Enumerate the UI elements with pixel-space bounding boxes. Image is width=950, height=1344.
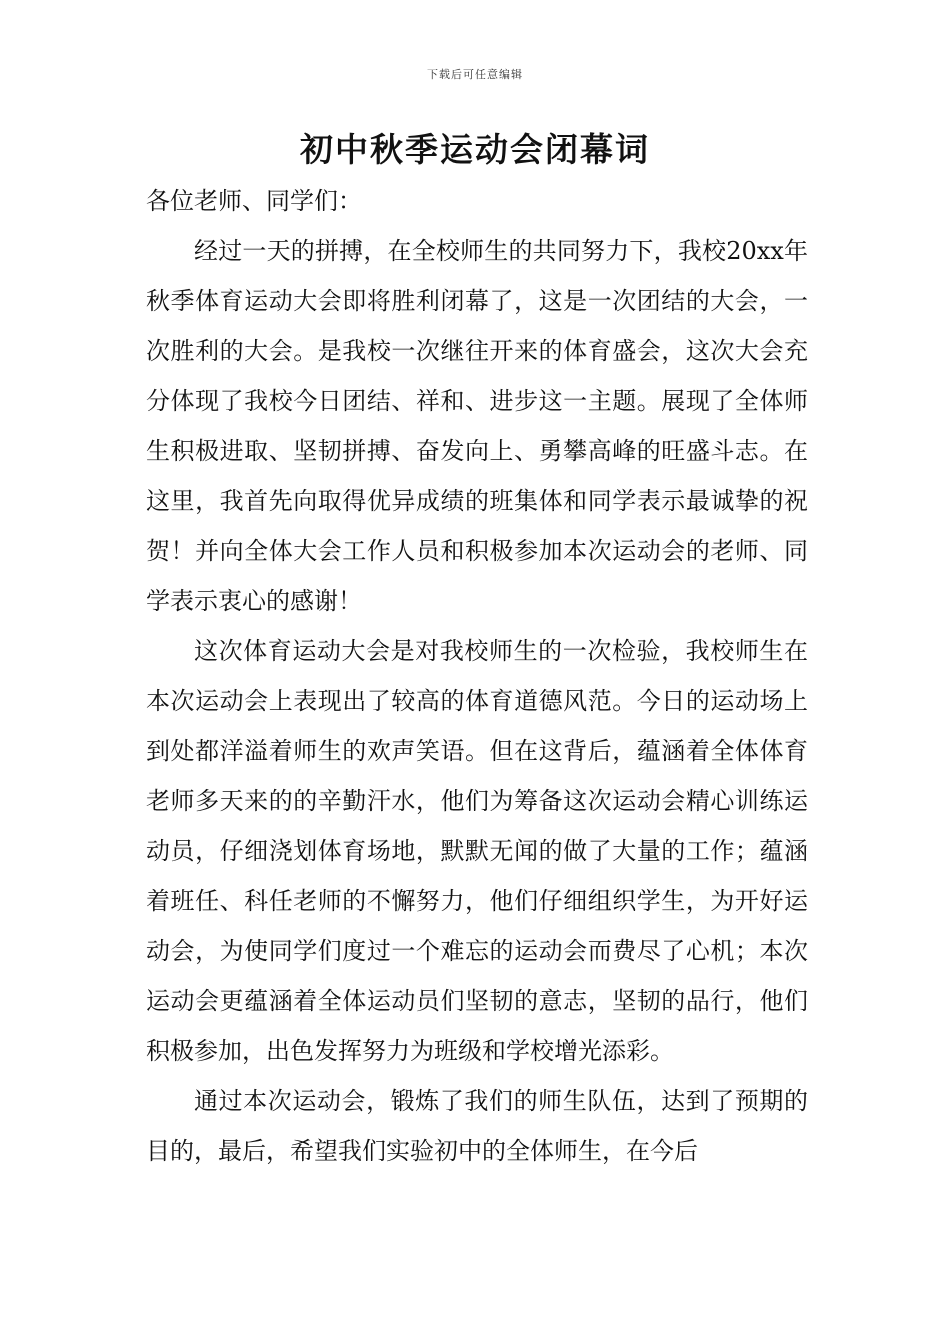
document-body: [146, 176, 808, 1176]
paragraph-2: 这次体育运动大会是对我校师生的一次检验，我校师生在本次运动会上表现出了较高的体育道德风范。今日的运动场上到处都洋溢着师生的欢声笑语。但在这背后，蕴涵着全体体育老师多天来的的辛勤汗水，他们为筹备这次运动会精心训练运动员，仔细浇划体育场地，默默无闻的做了大量的工作；蕴涵着班任、科任老师的不懈努力，他们仔细组织学生，为开好运动会，为使同学们度过一个难忘的运动会而费尽了心机；本次运动会更蕴涵着全体运动员们坚韧的意志，坚韧的品行，他们积极参加，出色发挥努力为班级和学校增光添彩。: [146, 637, 808, 1065]
page-header-note: 下载后可任意编辑: [427, 68, 523, 81]
paragraph-1: 经过一天的拼搏，在全校师生的共同努力下，我校20xx年秋季体育运动大会即将胜利闭幕了，这是一次团结的大会，一次胜利的大会。是我校一次继往开来的体育盛会，这次大会充分体现了我校今日团结、祥和、进步这一主题。展现了全体师生积极进取、坚韧拼搏、奋发向上、勇攀高峰的旺盛斗志。在这里，我首先向取得优异成绩的班集体和同学表示最诚挚的祝贺！并向全体大会工作人员和积极参加本次运动会的老师、同学表示衷心的感谢！: [146, 237, 808, 615]
paragraph-3: 通过本次运动会，锻炼了我们的师生队伍，达到了预期的目的，最后，希望我们实验初中的全体师生，在今后: [146, 1087, 808, 1165]
salutation: 各位老师、同学们：: [146, 187, 362, 215]
document-title: 初中秋季运动会闭幕词: [300, 130, 650, 169]
